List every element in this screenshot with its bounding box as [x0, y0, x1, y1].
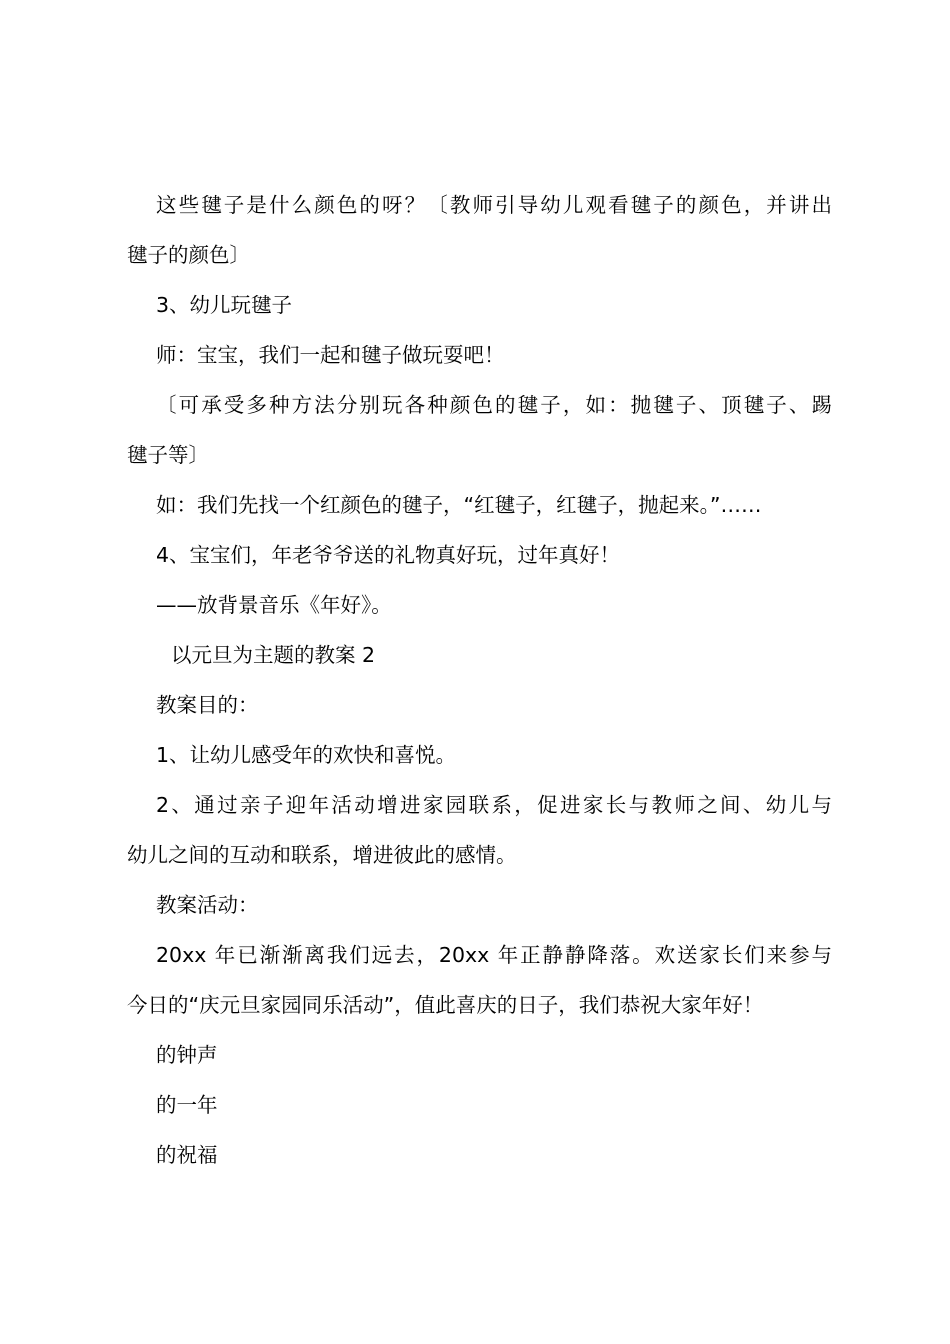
section-heading: 教案活动：: [156, 893, 259, 917]
paragraph-line: 4、宝宝们，年老爷爷送的礼物真好玩，过年真好！: [156, 543, 621, 567]
paragraph-line: 毽子等〕: [127, 443, 209, 467]
paragraph-line: ——放背景音乐《年好》。: [156, 593, 392, 617]
section-heading: 3、幼儿玩毽子: [156, 293, 293, 317]
section-heading: 教案目的：: [156, 693, 259, 717]
document-body: [127, 180, 832, 1180]
paragraph-line: 毽子的颜色〕: [127, 243, 250, 267]
paragraph-line: 幼儿之间的互动和联系，增进彼此的感情。: [127, 843, 517, 867]
document-title: 以元旦为主题的教案 2: [171, 643, 376, 667]
paragraph-line: 20xx 年已渐渐离我们远去，20xx 年正静静降落。欢送家长们来参与: [156, 943, 832, 967]
paragraph-line: 的钟声: [156, 1043, 218, 1067]
paragraph-line: 的祝福: [156, 1143, 218, 1167]
paragraph-line: 〔可承受多种方法分别玩各种颜色的毽子，如：抛毽子、顶毽子、踢: [156, 393, 832, 417]
paragraph-line: 1、让幼儿感受年的欢快和喜悦。: [156, 743, 457, 767]
paragraph-line: 的一年: [156, 1093, 218, 1117]
paragraph-line: 2、通过亲子迎年活动增进家园联系，促进家长与教师之间、幼儿与: [156, 793, 832, 817]
paragraph-line: 这些毽子是什么颜色的呀？〔教师引导幼儿观看毽子的颜色，并讲出: [156, 193, 832, 217]
paragraph-line: 今日的“庆元旦家园同乐活动”，值此喜庆的日子，我们恭祝大家年好！: [127, 993, 764, 1017]
paragraph-line: 如：我们先找一个红颜色的毽子，“红毽子，红毽子，抛起来。”……: [156, 493, 762, 517]
paragraph-line: 师：宝宝，我们一起和毽子做玩耍吧！: [156, 343, 505, 367]
